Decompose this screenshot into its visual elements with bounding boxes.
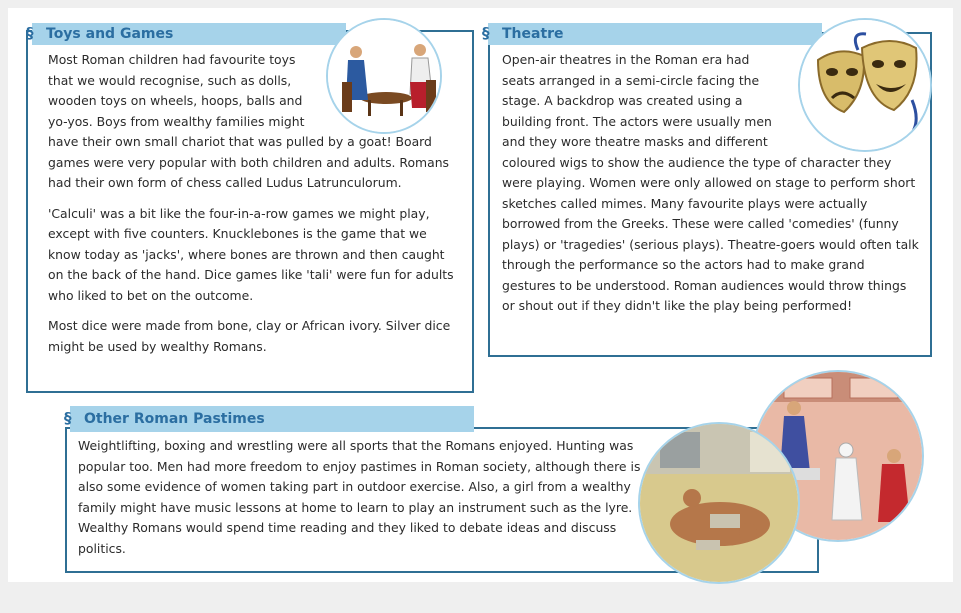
theatre-para-1: Open-air theatres in the Roman era had seats arranged in a semi-circle facing the stage. A backdrop was created using a building front. The actors were usually men and they wore theatre masks and different coloured wigs to show the audience the type of character they were playing. Women were only allowed on stage to perform short sketches called mimes. Many favourite plays were actually borrowed from the Greeks. These were called 'comedies' (funny plays) or 'tragedies' (serious plays). Theatre-goers would often talk through the performance so the actors had to make grand gestures to be understood. Roman audiences would throw things or shout out if they didn't like the play being performed! <box>502 52 919 313</box>
other-pastimes-heading: Other Roman Pastimes <box>84 411 265 427</box>
toys-and-games-heading-bar <box>26 23 346 45</box>
scroll-swirl-icon: § <box>482 24 490 42</box>
toys-para-3: Most dice were made from bone, clay or African ivory. Silver dice might be used by wealthy Romans. <box>48 318 451 354</box>
theatre-text <box>502 50 920 317</box>
worksheet-page <box>8 8 953 582</box>
toys-and-games-text <box>48 50 458 357</box>
toys-para-1-text: Most Roman children had favourite toys that we would recognise, such as dolls, wooden toys on wheels, hoops, balls and yo-yos. Boys from wealthy families might have their own small chariot that was pulled by a goat! Board games were very popular with both children and adults. Romans had their own form of chess called Ludus Latrunculorum. <box>48 52 450 190</box>
toys-and-games-heading: Toys and Games <box>46 26 174 42</box>
pastimes-para-1: Weightlifting, boxing and wrestling were all sports that the Romans enjoyed. Hunting was popular too. Men had more freedom to enjoy pastimes in Roman society, although there is also some evidence of women taking part in outdoor exercise. Also, a girl from a wealthy family might have music lessons at home to learn to play an instrument such as the lyre. Wealthy Romans would spend time reading and they liked to debate ideas and discuss politics. <box>78 438 641 556</box>
other-pastimes-text <box>78 436 648 559</box>
wrestlers-illustration <box>640 424 798 582</box>
toys-para-2: 'Calculi' was a bit like the four-in-a-row games we might play, except with five counters. Knucklebones is the game that we know today as 'jacks', where bones are thrown and then caught on the back of the hand. Dice games like 'tali' were fun for adults who liked to bet on the outcome. <box>48 205 454 303</box>
theatre-image-spacer <box>778 50 920 150</box>
theatre-heading-bar <box>482 23 822 45</box>
scroll-swirl-icon: § <box>64 409 72 427</box>
wrestling-image <box>638 422 800 584</box>
scroll-swirl-icon: § <box>26 24 34 42</box>
toys-image-spacer <box>308 50 458 132</box>
other-pastimes-heading-bar <box>64 406 474 432</box>
theatre-heading: Theatre <box>502 26 564 42</box>
